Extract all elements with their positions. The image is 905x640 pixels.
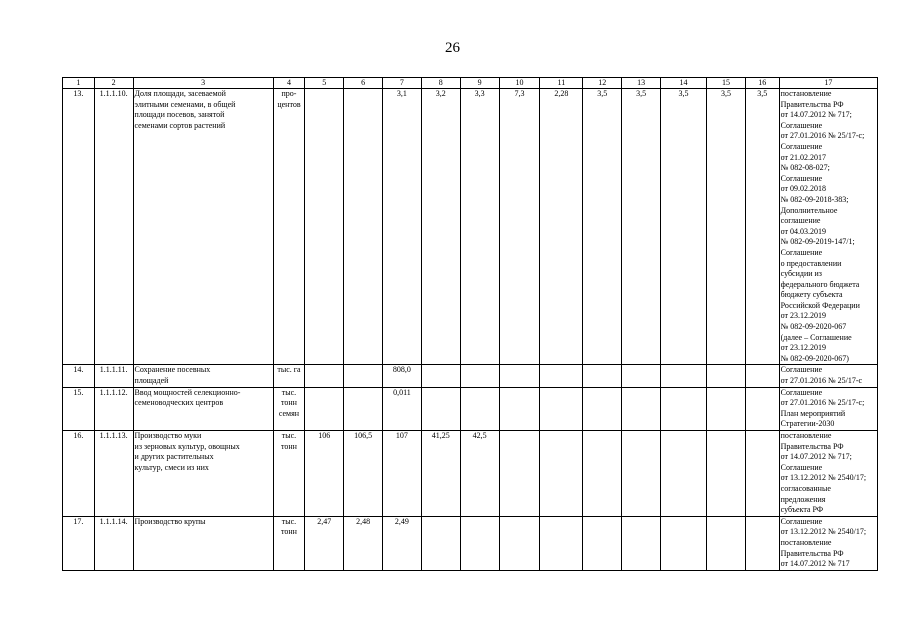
table-row xyxy=(63,365,878,387)
value-col-16 xyxy=(745,387,779,430)
value-col-8 xyxy=(421,387,460,430)
value-col-5 xyxy=(305,365,344,387)
unit: тыс. га xyxy=(273,365,305,387)
value-col-14 xyxy=(661,431,707,517)
table-row xyxy=(63,89,878,365)
value-col-12 xyxy=(583,387,622,430)
column-header: 2 xyxy=(94,78,133,89)
value-col-15 xyxy=(707,516,746,570)
row-number: 14. xyxy=(63,365,95,387)
value-col-11 xyxy=(540,387,583,430)
value-col-7: 808,0 xyxy=(383,365,422,387)
value-col-11 xyxy=(540,431,583,517)
unit: тыс. тонн xyxy=(273,431,305,517)
source-document: постановление Правительства РФ от 14.07.2012 № 717; Соглашение от 27.01.2016 № 25/17-с; Соглашение от 21.02.2017 № 082-08-027; Соглашение от 09.02.2018 № 082-09-2018-383; Дополнительное соглашение от 04.03.2019 № 082-09-2019-147/1; Соглашение о предоставлении субсидии из федерального бюджета бюджету субъекта Российской Федерации от 23.12.2019 № 082-09-2020-067 (далее – Соглашение от 23.12.2019 № 082-09-2020-067) xyxy=(779,89,877,365)
value-col-13 xyxy=(622,431,661,517)
indicators-table xyxy=(62,77,878,571)
value-col-11 xyxy=(540,365,583,387)
value-col-8 xyxy=(421,365,460,387)
unit: тыс. тонн xyxy=(273,516,305,570)
value-col-14 xyxy=(661,516,707,570)
page-number: 26 xyxy=(445,40,460,56)
value-col-10: 7,3 xyxy=(499,89,540,365)
row-number: 16. xyxy=(63,431,95,517)
value-col-15 xyxy=(707,431,746,517)
row-code: 1.1.1.11. xyxy=(94,365,133,387)
source-document: Соглашение от 13.12.2012 № 2540/17; постановление Правительства РФ от 14.07.2012 № 717 xyxy=(779,516,877,570)
value-col-16 xyxy=(745,365,779,387)
value-col-9: 3,3 xyxy=(460,89,499,365)
source-document: Соглашение от 27.01.2016 № 25/17-с xyxy=(779,365,877,387)
value-col-15 xyxy=(707,365,746,387)
value-col-8: 41,25 xyxy=(421,431,460,517)
table-row xyxy=(63,431,878,517)
value-col-13: 3,5 xyxy=(622,89,661,365)
column-header: 16 xyxy=(745,78,779,89)
value-col-6 xyxy=(344,387,383,430)
indicator-name: Ввод мощностей селекционно- семеноводческих центров xyxy=(133,387,273,430)
value-col-10 xyxy=(499,365,540,387)
value-col-13 xyxy=(622,365,661,387)
value-col-15: 3,5 xyxy=(707,89,746,365)
value-col-6 xyxy=(344,89,383,365)
column-header: 1 xyxy=(63,78,95,89)
column-header: 7 xyxy=(383,78,422,89)
indicator-name: Доля площади, засеваемой элитными семенами, в общей площади посевов, занятой семенами сортов растений xyxy=(133,89,273,365)
value-col-14 xyxy=(661,387,707,430)
value-col-12 xyxy=(583,365,622,387)
value-col-9: 42,5 xyxy=(460,431,499,517)
value-col-12 xyxy=(583,516,622,570)
value-col-10 xyxy=(499,431,540,517)
value-col-16 xyxy=(745,516,779,570)
column-header: 9 xyxy=(460,78,499,89)
column-header: 11 xyxy=(540,78,583,89)
column-header: 4 xyxy=(273,78,305,89)
row-code: 1.1.1.14. xyxy=(94,516,133,570)
column-header: 8 xyxy=(421,78,460,89)
value-col-7: 2,49 xyxy=(383,516,422,570)
column-header: 14 xyxy=(661,78,707,89)
value-col-6: 2,48 xyxy=(344,516,383,570)
value-col-10 xyxy=(499,387,540,430)
value-col-13 xyxy=(622,387,661,430)
value-col-5: 106 xyxy=(305,431,344,517)
value-col-7: 3,1 xyxy=(383,89,422,365)
column-header: 6 xyxy=(344,78,383,89)
header-row xyxy=(63,78,878,89)
value-col-15 xyxy=(707,387,746,430)
column-header: 17 xyxy=(779,78,877,89)
column-header: 10 xyxy=(499,78,540,89)
table-row xyxy=(63,387,878,430)
indicator-name: Производство муки из зерновых культур, овощных и других растительных культур, смеси из них xyxy=(133,431,273,517)
row-code: 1.1.1.13. xyxy=(94,431,133,517)
indicator-name: Сохранение посевных площадей xyxy=(133,365,273,387)
column-header: 13 xyxy=(622,78,661,89)
value-col-16 xyxy=(745,431,779,517)
indicator-name: Производство крупы xyxy=(133,516,273,570)
source-document: постановление Правительства РФ от 14.07.2012 № 717; Соглашение от 13.12.2012 № 2540/17; согласованные предложения субъекта РФ xyxy=(779,431,877,517)
value-col-5 xyxy=(305,89,344,365)
column-header: 5 xyxy=(305,78,344,89)
value-col-7: 0,011 xyxy=(383,387,422,430)
value-col-9 xyxy=(460,516,499,570)
value-col-6 xyxy=(344,365,383,387)
column-header: 3 xyxy=(133,78,273,89)
unit: про- центов xyxy=(273,89,305,365)
value-col-14 xyxy=(661,365,707,387)
value-col-11: 2,28 xyxy=(540,89,583,365)
value-col-8 xyxy=(421,516,460,570)
table-row xyxy=(63,516,878,570)
value-col-5 xyxy=(305,387,344,430)
row-code: 1.1.1.10. xyxy=(94,89,133,365)
row-number: 17. xyxy=(63,516,95,570)
value-col-5: 2,47 xyxy=(305,516,344,570)
value-col-11 xyxy=(540,516,583,570)
value-col-14: 3,5 xyxy=(661,89,707,365)
value-col-12: 3,5 xyxy=(583,89,622,365)
value-col-7: 107 xyxy=(383,431,422,517)
value-col-16: 3,5 xyxy=(745,89,779,365)
unit: тыс. тонн семян xyxy=(273,387,305,430)
row-number: 13. xyxy=(63,89,95,365)
column-header: 15 xyxy=(707,78,746,89)
value-col-9 xyxy=(460,387,499,430)
value-col-13 xyxy=(622,516,661,570)
value-col-6: 106,5 xyxy=(344,431,383,517)
column-header: 12 xyxy=(583,78,622,89)
row-code: 1.1.1.12. xyxy=(94,387,133,430)
value-col-8: 3,2 xyxy=(421,89,460,365)
value-col-9 xyxy=(460,365,499,387)
row-number: 15. xyxy=(63,387,95,430)
value-col-10 xyxy=(499,516,540,570)
value-col-12 xyxy=(583,431,622,517)
source-document: Соглашение от 27.01.2016 № 25/17-с; План мероприятий Стратегии-2030 xyxy=(779,387,877,430)
